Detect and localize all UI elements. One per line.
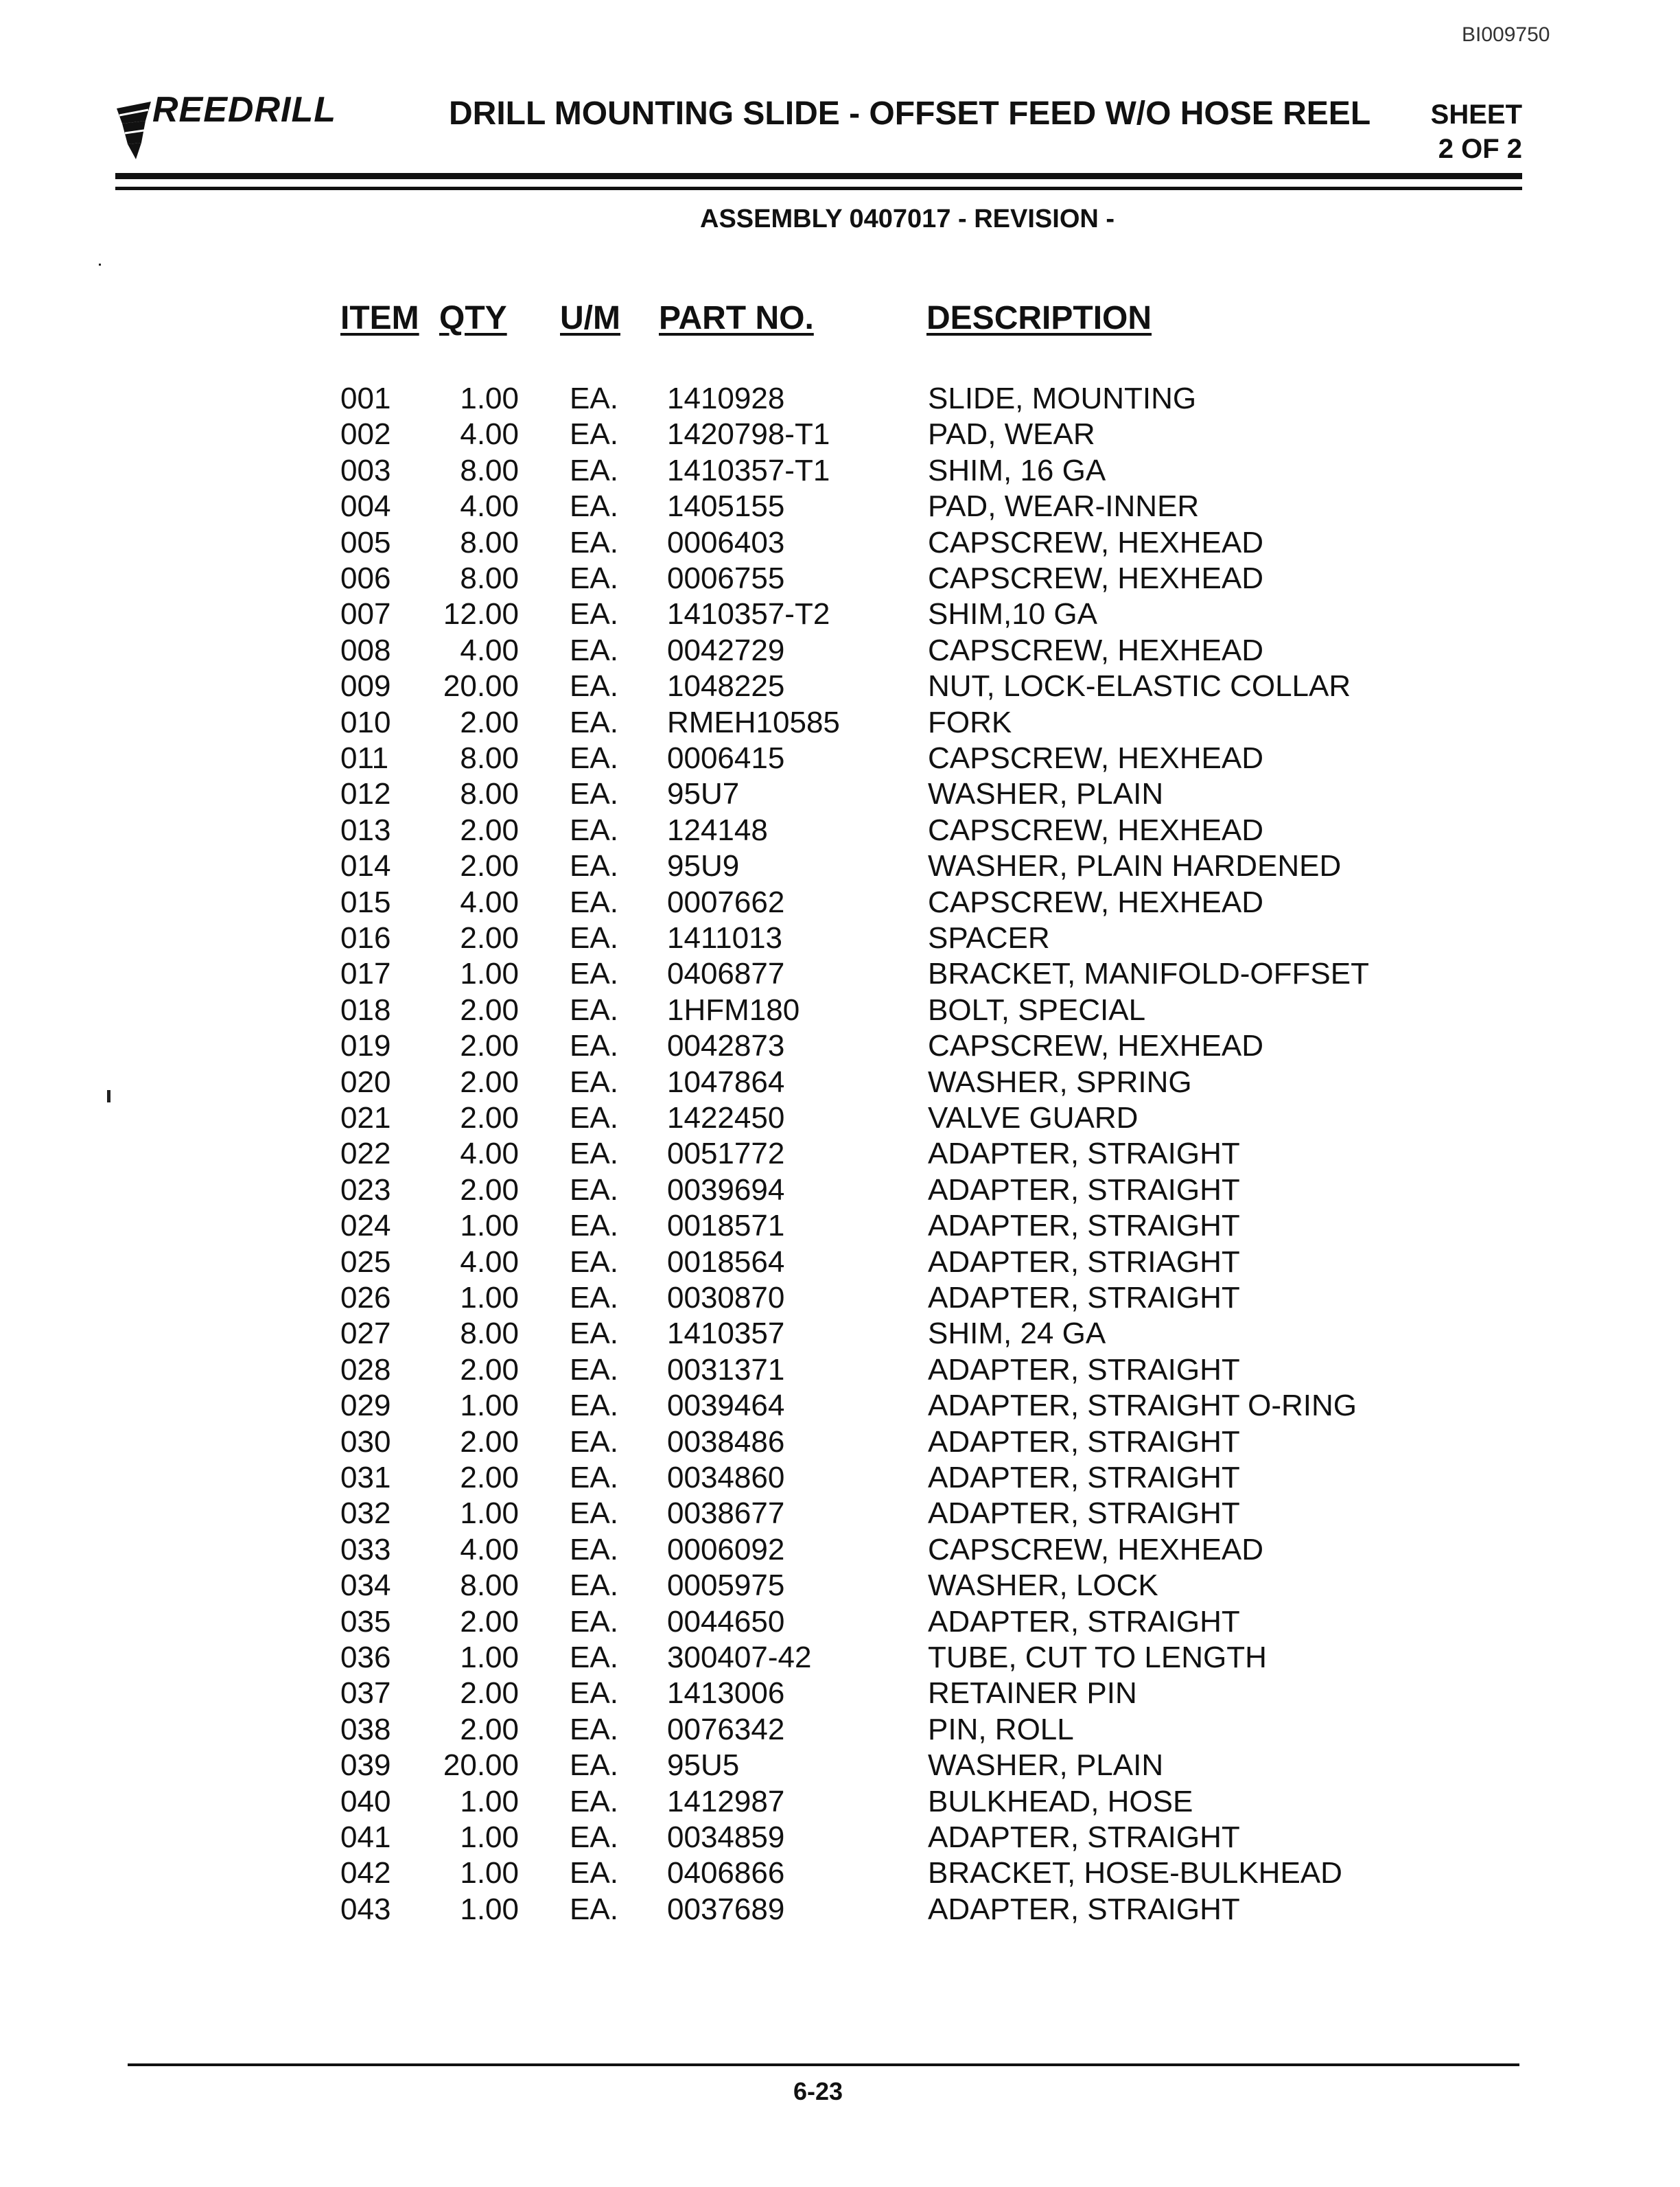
item-quantity: 2.00 (460, 993, 519, 1027)
item-quantity: 8.00 (460, 741, 519, 775)
item-part-number: 0030870 (667, 1281, 785, 1315)
item-quantity: 4.00 (460, 417, 519, 451)
item-unit: EA. (570, 1209, 618, 1242)
item-number: 014 (340, 849, 391, 883)
parts-row (0, 849, 1680, 885)
item-quantity: 8.00 (460, 1317, 519, 1350)
item-unit: EA. (570, 1101, 618, 1135)
item-unit: EA. (570, 741, 618, 775)
item-part-number: 0044650 (667, 1605, 785, 1639)
item-quantity: 8.00 (460, 562, 519, 595)
item-quantity: 4.00 (460, 489, 519, 523)
item-description: ADAPTER, STRAIGHT (928, 1137, 1240, 1170)
item-quantity: 1.00 (460, 1856, 519, 1890)
item-unit: EA. (570, 489, 618, 523)
column-header-description: DESCRIPTION (926, 300, 1152, 336)
item-unit: EA. (570, 813, 618, 847)
item-quantity: 4.00 (460, 1137, 519, 1170)
item-description: ADAPTER, STRAIGHT (928, 1281, 1240, 1315)
parts-row (0, 1569, 1680, 1604)
item-quantity: 4.00 (460, 634, 519, 667)
item-description: ADAPTER, STRAIGHT (928, 1605, 1240, 1639)
item-unit: EA. (570, 1029, 618, 1063)
parts-row (0, 777, 1680, 813)
item-part-number: 0039464 (667, 1389, 785, 1422)
item-part-number: 0018571 (667, 1209, 785, 1242)
item-part-number: 95U9 (667, 849, 740, 883)
item-quantity: 1.00 (460, 1820, 519, 1854)
document-id: BI009750 (1462, 23, 1550, 46)
item-unit: EA. (570, 1856, 618, 1890)
item-quantity: 8.00 (460, 1569, 519, 1602)
item-quantity: 2.00 (460, 921, 519, 955)
parts-row (0, 1461, 1680, 1496)
item-unit: EA. (570, 1461, 618, 1494)
item-quantity: 8.00 (460, 454, 519, 487)
item-quantity: 12.00 (443, 597, 519, 631)
item-description: WASHER, PLAIN (928, 1748, 1164, 1782)
sheet-label: SHEET (1430, 100, 1522, 130)
item-part-number: 0039694 (667, 1173, 785, 1207)
item-part-number: 0051772 (667, 1137, 785, 1170)
parts-row (0, 1245, 1680, 1281)
header-rule-bottom (115, 187, 1522, 190)
item-description: PIN, ROLL (928, 1713, 1074, 1746)
parts-row (0, 1101, 1680, 1137)
item-number: 011 (340, 741, 389, 775)
item-part-number: 0031371 (667, 1353, 785, 1387)
item-unit: EA. (570, 382, 618, 415)
item-quantity: 4.00 (460, 1245, 519, 1279)
item-description: RETAINER PIN (928, 1676, 1137, 1710)
item-description: SPACER (928, 921, 1050, 955)
item-description: ADAPTER, STRAIGHT (928, 1425, 1240, 1459)
parts-row (0, 669, 1680, 705)
item-quantity: 1.00 (460, 1641, 519, 1674)
item-part-number: 1HFM180 (667, 993, 800, 1027)
item-unit: EA. (570, 1748, 618, 1782)
item-quantity: 1.00 (460, 1281, 519, 1315)
item-quantity: 1.00 (460, 1893, 519, 1926)
item-unit: EA. (570, 417, 618, 451)
item-quantity: 2.00 (460, 1353, 519, 1387)
item-description: VALVE GUARD (928, 1101, 1139, 1135)
item-unit: EA. (570, 1533, 618, 1566)
item-number: 035 (340, 1605, 391, 1639)
item-unit: EA. (570, 1389, 618, 1422)
item-description: ADAPTER, STRAIGHT (928, 1209, 1240, 1242)
item-part-number: 1410357-T2 (667, 597, 830, 631)
item-part-number: 0406877 (667, 957, 785, 991)
item-quantity: 2.00 (460, 1065, 519, 1099)
item-description: SHIM,10 GA (928, 597, 1097, 631)
item-description: PAD, WEAR-INNER (928, 489, 1200, 523)
item-part-number: 0006415 (667, 741, 785, 775)
item-description: TUBE, CUT TO LENGTH (928, 1641, 1267, 1674)
item-number: 024 (340, 1209, 391, 1242)
item-part-number: 300407-42 (667, 1641, 812, 1674)
item-unit: EA. (570, 669, 618, 703)
item-number: 009 (340, 669, 391, 703)
item-number: 021 (340, 1101, 391, 1135)
item-quantity: 2.00 (460, 1676, 519, 1710)
item-part-number: 0006092 (667, 1533, 785, 1566)
item-number: 019 (340, 1029, 391, 1063)
parts-row (0, 1641, 1680, 1676)
item-number: 018 (340, 993, 391, 1027)
item-number: 036 (340, 1641, 391, 1674)
item-number: 040 (340, 1785, 391, 1818)
item-part-number: 0406866 (667, 1856, 785, 1890)
column-header-part-no: PART NO. (659, 300, 814, 336)
parts-row (0, 1425, 1680, 1461)
item-description: ADAPTER, STRAIGHT (928, 1820, 1240, 1854)
item-quantity: 8.00 (460, 777, 519, 811)
item-quantity: 2.00 (460, 813, 519, 847)
item-description: WASHER, PLAIN (928, 777, 1164, 811)
item-unit: EA. (570, 1785, 618, 1818)
item-unit: EA. (570, 1893, 618, 1926)
parts-row (0, 1137, 1680, 1172)
item-number: 043 (340, 1893, 391, 1926)
item-part-number: 0006403 (667, 526, 785, 559)
item-number: 027 (340, 1317, 391, 1350)
item-unit: EA. (570, 993, 618, 1027)
item-quantity: 2.00 (460, 706, 519, 739)
parts-row (0, 597, 1680, 633)
item-description: CAPSCREW, HEXHEAD (928, 562, 1263, 595)
item-number: 022 (340, 1137, 391, 1170)
item-quantity: 4.00 (460, 886, 519, 919)
item-quantity: 2.00 (460, 1461, 519, 1494)
item-quantity: 2.00 (460, 1101, 519, 1135)
item-quantity: 2.00 (460, 1713, 519, 1746)
item-unit: EA. (570, 597, 618, 631)
item-part-number: 1411013 (667, 921, 783, 955)
item-part-number: 0038677 (667, 1496, 785, 1530)
item-description: SLIDE, MOUNTING (928, 382, 1197, 415)
item-description: WASHER, LOCK (928, 1569, 1158, 1602)
item-quantity: 2.00 (460, 849, 519, 883)
item-part-number: 1048225 (667, 669, 785, 703)
item-description: ADAPTER, STRAIGHT O-RING (928, 1389, 1357, 1422)
item-quantity: 20.00 (443, 669, 519, 703)
item-part-number: 1422450 (667, 1101, 785, 1135)
item-part-number: 1410928 (667, 382, 785, 415)
parts-row (0, 1353, 1680, 1389)
parts-row (0, 1173, 1680, 1209)
item-number: 001 (340, 382, 391, 415)
item-number: 032 (340, 1496, 391, 1530)
item-quantity: 1.00 (460, 1209, 519, 1242)
item-unit: EA. (570, 526, 618, 559)
item-description: SHIM, 24 GA (928, 1317, 1106, 1350)
item-number: 029 (340, 1389, 391, 1422)
item-number: 015 (340, 886, 391, 919)
item-unit: EA. (570, 634, 618, 667)
parts-row (0, 1496, 1680, 1532)
item-part-number: 0042873 (667, 1029, 785, 1063)
item-description: BOLT, SPECIAL (928, 993, 1146, 1027)
item-unit: EA. (570, 1173, 618, 1207)
parts-row (0, 921, 1680, 957)
parts-row (0, 1533, 1680, 1569)
item-part-number: 0034860 (667, 1461, 785, 1494)
item-description: ADAPTER, STRIAGHT (928, 1245, 1240, 1279)
item-description: ADAPTER, STRAIGHT (928, 1496, 1240, 1530)
item-description: ADAPTER, STRAIGHT (928, 1461, 1240, 1494)
item-number: 002 (340, 417, 391, 451)
item-unit: EA. (570, 957, 618, 991)
item-description: FORK (928, 706, 1012, 739)
parts-row (0, 1029, 1680, 1065)
parts-row (0, 1281, 1680, 1317)
item-description: BRACKET, MANIFOLD-OFFSET (928, 957, 1369, 991)
parts-row (0, 1605, 1680, 1641)
item-unit: EA. (570, 1281, 618, 1315)
item-unit: EA. (570, 454, 618, 487)
item-number: 003 (340, 454, 391, 487)
scan-speck (107, 1090, 110, 1102)
parts-row (0, 1748, 1680, 1784)
item-unit: EA. (570, 1245, 618, 1279)
item-description: ADAPTER, STRAIGHT (928, 1173, 1240, 1207)
item-quantity: 2.00 (460, 1425, 519, 1459)
item-number: 037 (340, 1676, 391, 1710)
item-quantity: 20.00 (443, 1748, 519, 1782)
footer-rule (128, 2063, 1519, 2066)
item-description: CAPSCREW, HEXHEAD (928, 526, 1263, 559)
item-description: ADAPTER, STRAIGHT (928, 1353, 1240, 1387)
item-number: 041 (340, 1820, 391, 1854)
item-description: BRACKET, HOSE-BULKHEAD (928, 1856, 1342, 1890)
item-part-number: 1410357 (667, 1317, 785, 1350)
sheet-number (1426, 97, 1522, 166)
column-header-qty: QTY (439, 300, 507, 336)
item-part-number: 0007662 (667, 886, 785, 919)
item-description: PAD, WEAR (928, 417, 1095, 451)
item-description: NUT, LOCK-ELASTIC COLLAR (928, 669, 1351, 703)
parts-row (0, 634, 1680, 669)
item-description: SHIM, 16 GA (928, 454, 1106, 487)
item-number: 042 (340, 1856, 391, 1890)
item-unit: EA. (570, 1713, 618, 1746)
item-quantity: 2.00 (460, 1605, 519, 1639)
item-number: 033 (340, 1533, 391, 1566)
item-number: 006 (340, 562, 391, 595)
parts-row (0, 957, 1680, 993)
parts-row (0, 993, 1680, 1029)
item-part-number: 124148 (667, 813, 768, 847)
parts-row (0, 1317, 1680, 1352)
item-number: 028 (340, 1353, 391, 1387)
item-number: 007 (340, 597, 391, 631)
item-part-number: 0037689 (667, 1893, 785, 1926)
item-part-number: 0034859 (667, 1820, 785, 1854)
parts-row (0, 417, 1680, 453)
parts-row (0, 489, 1680, 525)
page-title: DRILL MOUNTING SLIDE - OFFSET FEED W/O HOSE REEL (449, 95, 1371, 132)
parts-row (0, 1820, 1680, 1856)
item-number: 012 (340, 777, 391, 811)
item-quantity: 1.00 (460, 382, 519, 415)
scan-speck (99, 264, 101, 266)
assembly-line: ASSEMBLY 0407017 - REVISION - (700, 205, 1115, 233)
item-unit: EA. (570, 1641, 618, 1674)
item-number: 004 (340, 489, 391, 523)
parts-row (0, 813, 1680, 849)
item-part-number: RMEH10585 (667, 706, 840, 739)
item-number: 030 (340, 1425, 391, 1459)
item-number: 031 (340, 1461, 391, 1494)
item-unit: EA. (570, 706, 618, 739)
item-unit: EA. (570, 1317, 618, 1350)
parts-row (0, 1676, 1680, 1712)
item-quantity: 1.00 (460, 1785, 519, 1818)
item-part-number: 0018564 (667, 1245, 785, 1279)
item-number: 013 (340, 813, 391, 847)
item-part-number: 0006755 (667, 562, 785, 595)
parts-row (0, 1065, 1680, 1101)
item-description: BULKHEAD, HOSE (928, 1785, 1193, 1818)
item-part-number: 0042729 (667, 634, 785, 667)
item-unit: EA. (570, 1065, 618, 1099)
item-number: 020 (340, 1065, 391, 1099)
item-number: 025 (340, 1245, 391, 1279)
parts-row (0, 1856, 1680, 1892)
item-description: WASHER, SPRING (928, 1065, 1192, 1099)
item-number: 038 (340, 1713, 391, 1746)
parts-row (0, 706, 1680, 741)
item-quantity: 2.00 (460, 1173, 519, 1207)
item-unit: EA. (570, 1820, 618, 1854)
item-part-number: 1405155 (667, 489, 785, 523)
item-unit: EA. (570, 562, 618, 595)
parts-row (0, 1785, 1680, 1820)
item-description: CAPSCREW, HEXHEAD (928, 634, 1263, 667)
item-number: 023 (340, 1173, 391, 1207)
logo-text: REEDRILL (152, 90, 336, 130)
parts-row (0, 741, 1680, 777)
item-unit: EA. (570, 1425, 618, 1459)
item-unit: EA. (570, 921, 618, 955)
parts-row (0, 1209, 1680, 1245)
item-part-number: 0038486 (667, 1425, 785, 1459)
item-number: 008 (340, 634, 391, 667)
column-header-um: U/M (560, 300, 620, 336)
item-part-number: 1047864 (667, 1065, 785, 1099)
item-quantity: 1.00 (460, 957, 519, 991)
item-quantity: 8.00 (460, 526, 519, 559)
item-part-number: 1412987 (667, 1785, 785, 1818)
item-description: CAPSCREW, HEXHEAD (928, 813, 1263, 847)
item-part-number: 1413006 (667, 1676, 785, 1710)
item-quantity: 1.00 (460, 1496, 519, 1530)
parts-row (0, 526, 1680, 562)
column-header-item: ITEM (340, 300, 419, 336)
item-unit: EA. (570, 886, 618, 919)
parts-row (0, 1893, 1680, 1928)
item-number: 005 (340, 526, 391, 559)
item-unit: EA. (570, 777, 618, 811)
parts-row (0, 1389, 1680, 1424)
parts-row (0, 382, 1680, 417)
item-unit: EA. (570, 1353, 618, 1387)
drill-bit-logo-icon (110, 88, 158, 163)
item-quantity: 2.00 (460, 1029, 519, 1063)
page-number: 6-23 (793, 2077, 843, 2105)
item-description: CAPSCREW, HEXHEAD (928, 1533, 1263, 1566)
item-description: CAPSCREW, HEXHEAD (928, 1029, 1263, 1063)
parts-row (0, 562, 1680, 597)
item-unit: EA. (570, 1137, 618, 1170)
item-number: 026 (340, 1281, 391, 1315)
parts-row (0, 454, 1680, 489)
parts-row (0, 886, 1680, 921)
item-quantity: 4.00 (460, 1533, 519, 1566)
sheet-count: 2 OF 2 (1438, 134, 1522, 164)
item-unit: EA. (570, 849, 618, 883)
item-part-number: 1410357-T1 (667, 454, 830, 487)
item-part-number: 1420798-T1 (667, 417, 830, 451)
header-rule-top (115, 173, 1522, 179)
item-number: 017 (340, 957, 391, 991)
item-part-number: 95U5 (667, 1748, 740, 1782)
company-logo (110, 88, 343, 163)
item-part-number: 0005975 (667, 1569, 785, 1602)
item-quantity: 1.00 (460, 1389, 519, 1422)
item-description: ADAPTER, STRAIGHT (928, 1893, 1240, 1926)
item-description: WASHER, PLAIN HARDENED (928, 849, 1342, 883)
item-unit: EA. (570, 1496, 618, 1530)
item-description: CAPSCREW, HEXHEAD (928, 886, 1263, 919)
parts-row (0, 1713, 1680, 1748)
item-part-number: 95U7 (667, 777, 740, 811)
item-part-number: 0076342 (667, 1713, 785, 1746)
item-number: 016 (340, 921, 391, 955)
item-number: 010 (340, 706, 391, 739)
item-number: 039 (340, 1748, 391, 1782)
item-description: CAPSCREW, HEXHEAD (928, 741, 1263, 775)
item-unit: EA. (570, 1676, 618, 1710)
item-unit: EA. (570, 1569, 618, 1602)
item-number: 034 (340, 1569, 391, 1602)
item-unit: EA. (570, 1605, 618, 1639)
